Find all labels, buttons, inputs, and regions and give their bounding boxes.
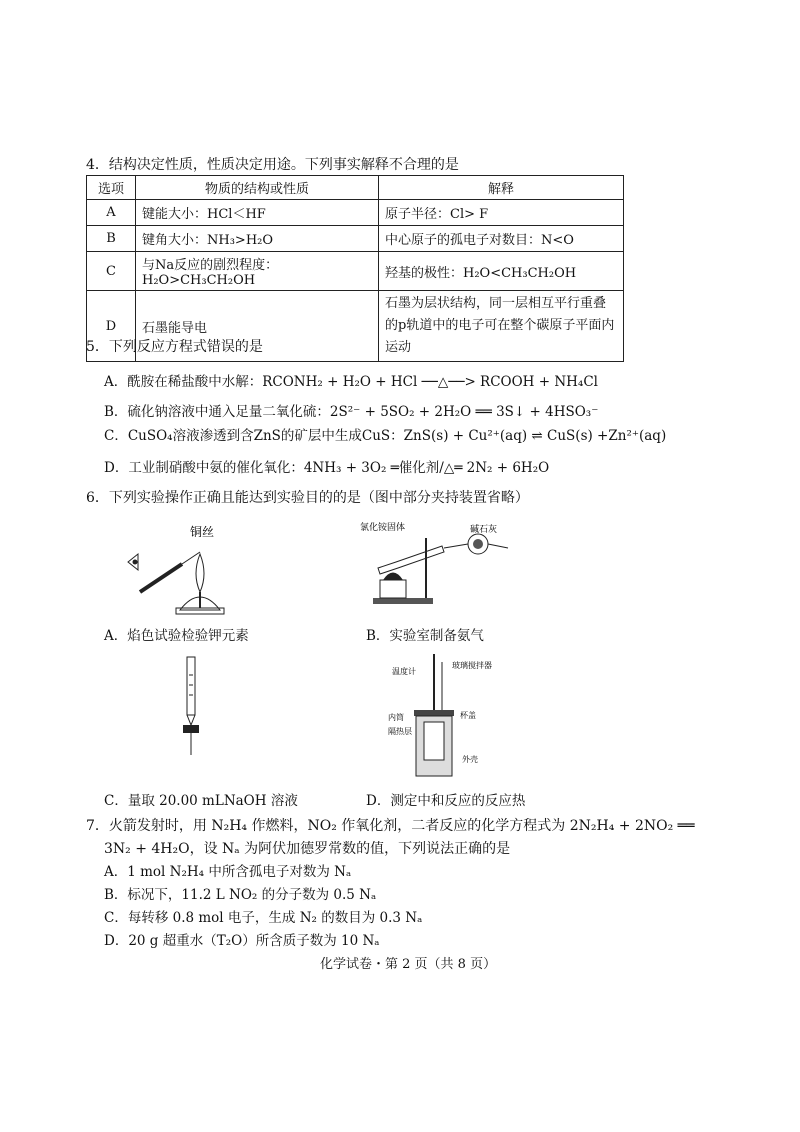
q4-table bbox=[86, 175, 624, 362]
q7-option-c: C．每转移 0.8 mol 电子，生成 N₂ 的数目为 0.3 Nₐ bbox=[104, 910, 423, 926]
page-footer: 化学试卷・第 2 页（共 8 页） bbox=[320, 957, 497, 972]
soda-lime-label: 碱石灰 bbox=[470, 525, 498, 535]
row-explanation: 石墨为层状结构，同一层相互平行重叠的p轨道中的电子可在整个碳原子平面内运动 bbox=[379, 291, 624, 362]
table-row bbox=[87, 252, 624, 291]
row-property: 石墨能导电 bbox=[136, 291, 379, 362]
row-option: A bbox=[87, 200, 136, 226]
q5-option-b: B．硫化钠溶液中通入足量二氧化硫：2S²⁻ + 5SO₂ + 2H₂O ══ 3S↓ + 4HSO₃⁻ bbox=[104, 404, 599, 420]
q7-option-d: D．20 g 超重水（T₂O）所含质子数为 10 Nₐ bbox=[104, 933, 380, 949]
calorimeter-figure bbox=[388, 650, 498, 780]
lid-label: 杯盖 bbox=[460, 711, 476, 720]
q5-option-c: C．CuSO₄溶液渗透到含ZnS的矿层中生成CuS：ZnS(s) + Cu²⁺(aq) ⇌ CuS(s) +Zn²⁺(aq) bbox=[104, 428, 667, 444]
row-option: B bbox=[87, 226, 136, 252]
q4-stem: 4．结构决定性质，性质决定用途。下列事实解释不合理的是 bbox=[86, 157, 459, 173]
outer-shell-label: 外壳 bbox=[462, 755, 478, 764]
ammonia-prep-figure bbox=[358, 518, 528, 613]
q7-option-b: B．标况下，11.2 L NO₂ 的分子数为 0.5 Nₐ bbox=[104, 887, 377, 903]
row-explanation: 羟基的极性：H₂O<CH₃CH₂OH bbox=[379, 252, 624, 291]
table-row bbox=[87, 226, 624, 252]
q5-option-a: A．酰胺在稀盐酸中水解：RCONH₂ + H₂O + HCl ──△──> RCOOH + NH₄Cl bbox=[104, 374, 598, 390]
table-row bbox=[87, 200, 624, 226]
q6-stem: 6．下列实验操作正确且能达到实验目的的是（图中部分夹持装置省略） bbox=[86, 490, 529, 506]
copper-wire-label: 铜丝 bbox=[190, 525, 215, 539]
table-header-option: 选项 bbox=[87, 176, 136, 200]
q5-option-d: D．工业制硝酸中氨的催化氧化：4NH₃ + 3O₂ ═催化剂/△═ 2N₂ + 6H₂O bbox=[104, 460, 550, 476]
q5-stem: 5．下列反应方程式错误的是 bbox=[86, 339, 263, 355]
row-property: 与Na反应的剧烈程度：H₂O>CH₃CH₂OH bbox=[136, 252, 379, 291]
burette-figure bbox=[175, 655, 215, 765]
row-property: 键能大小：HCl＜HF bbox=[136, 200, 379, 226]
thermometer-label: 温度计 bbox=[392, 667, 416, 676]
q6-caption-a: A．焰色试验检验钾元素 bbox=[104, 628, 249, 644]
insulation-label: 隔热层 bbox=[388, 727, 412, 736]
inner-cup-label: 内筒 bbox=[388, 713, 404, 722]
row-explanation: 中心原子的孤电子对数目：N<O bbox=[379, 226, 624, 252]
row-explanation: 原子半径：Cl> F bbox=[379, 200, 624, 226]
q7-option-a: A．1 mol N₂H₄ 中所含孤电子对数为 Nₐ bbox=[104, 864, 352, 880]
q6-caption-c: C．量取 20.00 mLNaOH 溶液 bbox=[104, 793, 298, 809]
ammonium-chloride-label: 氯化铵固体 bbox=[360, 523, 406, 533]
table-header-explanation: 解释 bbox=[379, 176, 624, 200]
row-option: D bbox=[87, 291, 136, 362]
table-header-property: 物质的结构或性质 bbox=[136, 176, 379, 200]
flame-test-figure bbox=[120, 522, 240, 622]
q6-caption-b: B．实验室制备氨气 bbox=[366, 628, 484, 644]
q7-stem-line2: 3N₂ + 4H₂O，设 Nₐ 为阿伏加德罗常数的值，下列说法正确的是 bbox=[104, 841, 511, 857]
row-property: 键角大小：NH₃>H₂O bbox=[136, 226, 379, 252]
stirrer-label: 玻璃搅拌器 bbox=[452, 661, 492, 670]
row-option: C bbox=[87, 252, 136, 291]
q6-caption-d: D．测定中和反应的反应热 bbox=[366, 793, 526, 809]
q7-stem-line1: 7．火箭发射时，用 N₂H₄ 作燃料，NO₂ 作氧化剂，二者反应的化学方程式为 2N₂H₄ + 2NO₂ ══ bbox=[86, 818, 695, 834]
